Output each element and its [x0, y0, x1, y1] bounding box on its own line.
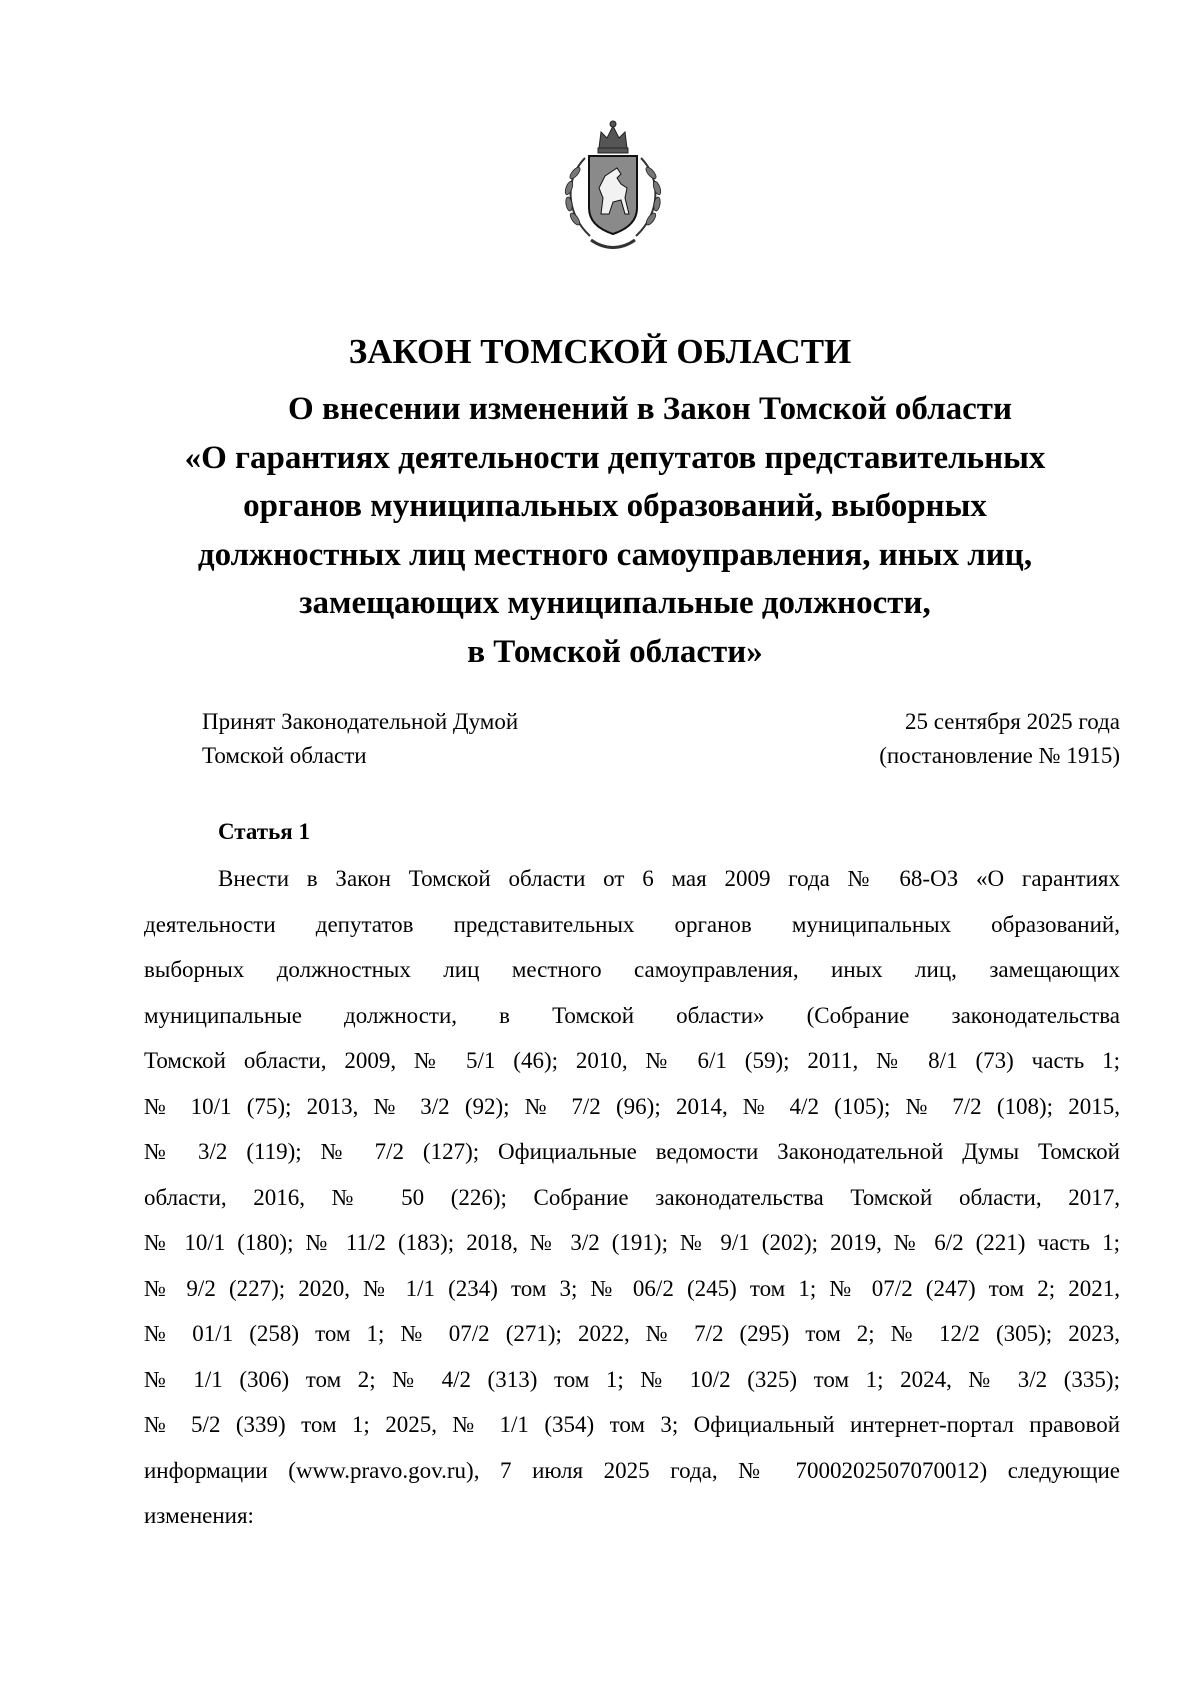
body-line: № 1/1 (306) том 2; № 4/2 (313) том 1; № 10/2 (325) том 1; 2024, № 3/2 (335);: [144, 1366, 1120, 1392]
resolution-number: (постановление № 1915): [879, 743, 1120, 768]
body-line: Внести в Закон Томской области от 6 мая 2009 года № 68-ОЗ «О гарантиях: [218, 866, 1120, 891]
subtitle-line: О внесении изменений в Закон Томской области: [288, 391, 1012, 427]
subtitle-line: органов муниципальных образований, выборных: [243, 488, 987, 524]
body-line: Томской области, 2009, № 5/1 (46); 2010, № 6/1 (59); 2011, № 8/1 (73) часть 1;: [144, 1048, 1120, 1073]
adopted-by: Принят Законодательной Думой: [202, 709, 519, 734]
law-title: ЗАКОН ТОМСКОЙ ОБЛАСТИ: [348, 332, 852, 371]
subtitle-line: должностных лиц местного самоуправления, иных лиц,: [197, 536, 1033, 573]
subtitle-line: замещающих муниципальные должности,: [299, 585, 931, 621]
article-body: [144, 856, 1120, 1539]
adoption-date: 25 сентября 2025 года: [905, 709, 1120, 734]
body-line: информации (www.pravo.gov.ru), 7 июля 2025 года, № 7000202507070012) следующие: [144, 1457, 1120, 1483]
law-subtitle: [140, 385, 1090, 676]
subtitle-line: в Томской области»: [467, 633, 763, 670]
adopted-by-region: Томской области: [202, 743, 367, 768]
body-line: области, 2016, № 50 (226); Собрание законодательства Томской области, 2017,: [144, 1184, 1120, 1210]
tomsk-coat-of-arms-icon: [555, 118, 671, 254]
body-line: № 5/2 (339) том 1; 2025, № 1/1 (354) том 3; Официальный интернет-портал правовой: [144, 1412, 1120, 1437]
body-line: № 3/2 (119); № 7/2 (127); Официальные ведомости Законодательной Думы Томской: [144, 1139, 1120, 1164]
body-line: муниципальные должности, в Томской области» (Собрание законодательства: [144, 1002, 1120, 1028]
body-line: выборных должностных лиц местного самоуправления, иных лиц, замещающих: [144, 957, 1120, 982]
body-line: № 10/1 (75); 2013, № 3/2 (92); № 7/2 (96); 2014, № 4/2 (105); № 7/2 (108); 2015,: [144, 1093, 1120, 1119]
adoption-block: [202, 705, 1120, 773]
body-line: № 10/1 (180); № 11/2 (183); 2018, № 3/2 (191); № 9/1 (202); 2019, № 6/2 (221) часть 1;: [144, 1230, 1120, 1255]
body-line: изменения:: [144, 1503, 254, 1528]
body-line: деятельности депутатов представительных органов муниципальных образований,: [144, 911, 1120, 937]
body-line: № 9/2 (227); 2020, № 1/1 (234) том 3; № 06/2 (245) том 1; № 07/2 (247) том 2; 2021,: [144, 1275, 1120, 1301]
body-line: № 01/1 (258) том 1; № 07/2 (271); 2022, № 7/2 (295) том 2; № 12/2 (305); 2023,: [144, 1321, 1120, 1346]
subtitle-line: «О гарантиях деятельности депутатов представительных: [184, 439, 1046, 476]
article-heading: Статья 1: [218, 819, 310, 844]
